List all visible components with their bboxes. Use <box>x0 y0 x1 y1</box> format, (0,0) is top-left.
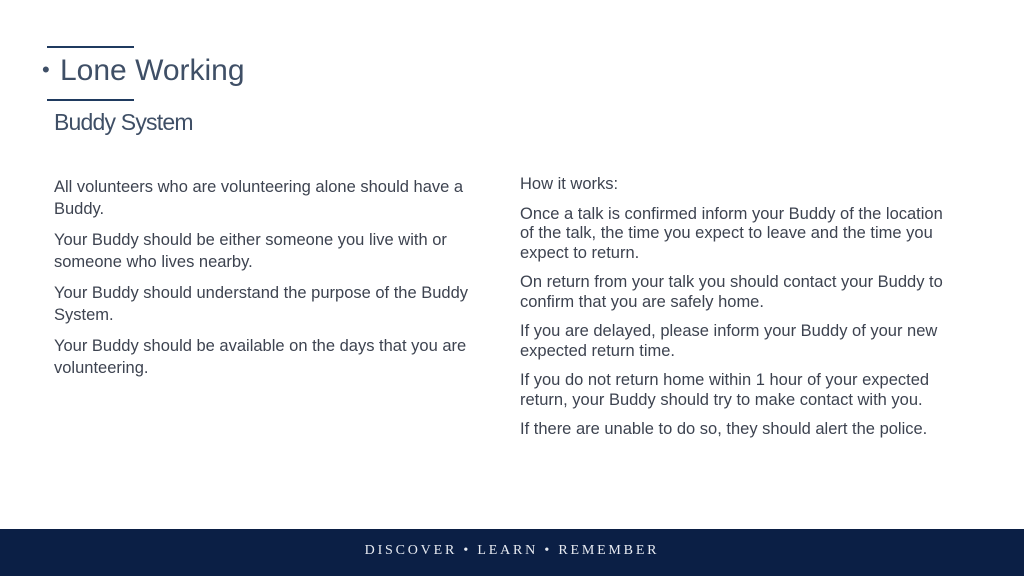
right-paragraph: On return from your talk you should contact your Buddy to confirm that you are safely home. <box>520 273 943 311</box>
title-rule-bottom <box>47 99 134 101</box>
left-paragraph: Your Buddy should be either someone you live with or someone who lives nearby. <box>54 231 447 271</box>
page-subtitle: Buddy System <box>54 109 193 135</box>
title-bullet: • <box>42 57 50 82</box>
page-title <box>42 50 245 91</box>
footer-bar <box>0 529 1024 576</box>
right-paragraph: If you do not return home within 1 hour of your expected return, your Buddy should try to make contact with you. <box>520 371 930 409</box>
footer-tagline: DISCOVER • LEARN • REMEMBER <box>364 543 660 558</box>
page-title-text: Lone Working <box>60 54 245 87</box>
right-column-heading: How it works: <box>520 175 619 193</box>
right-paragraph: Once a talk is confirmed inform your Buddy of the location of the talk, the time you expect to leave and the time you expect to return. <box>520 204 943 262</box>
title-rule-top <box>47 46 134 48</box>
right-paragraph: If you are delayed, please inform your Buddy of your new expected return time. <box>520 322 938 360</box>
left-paragraph: Your Buddy should be available on the days that you are volunteering. <box>54 337 467 377</box>
left-paragraph: All volunteers who are volunteering alone should have a Buddy. <box>54 178 464 218</box>
right-column <box>520 175 960 450</box>
left-paragraph: Your Buddy should understand the purpose of the Buddy System. <box>54 284 469 324</box>
right-paragraph: If there are unable to do so, they should alert the police. <box>520 420 928 438</box>
left-column <box>54 177 484 389</box>
